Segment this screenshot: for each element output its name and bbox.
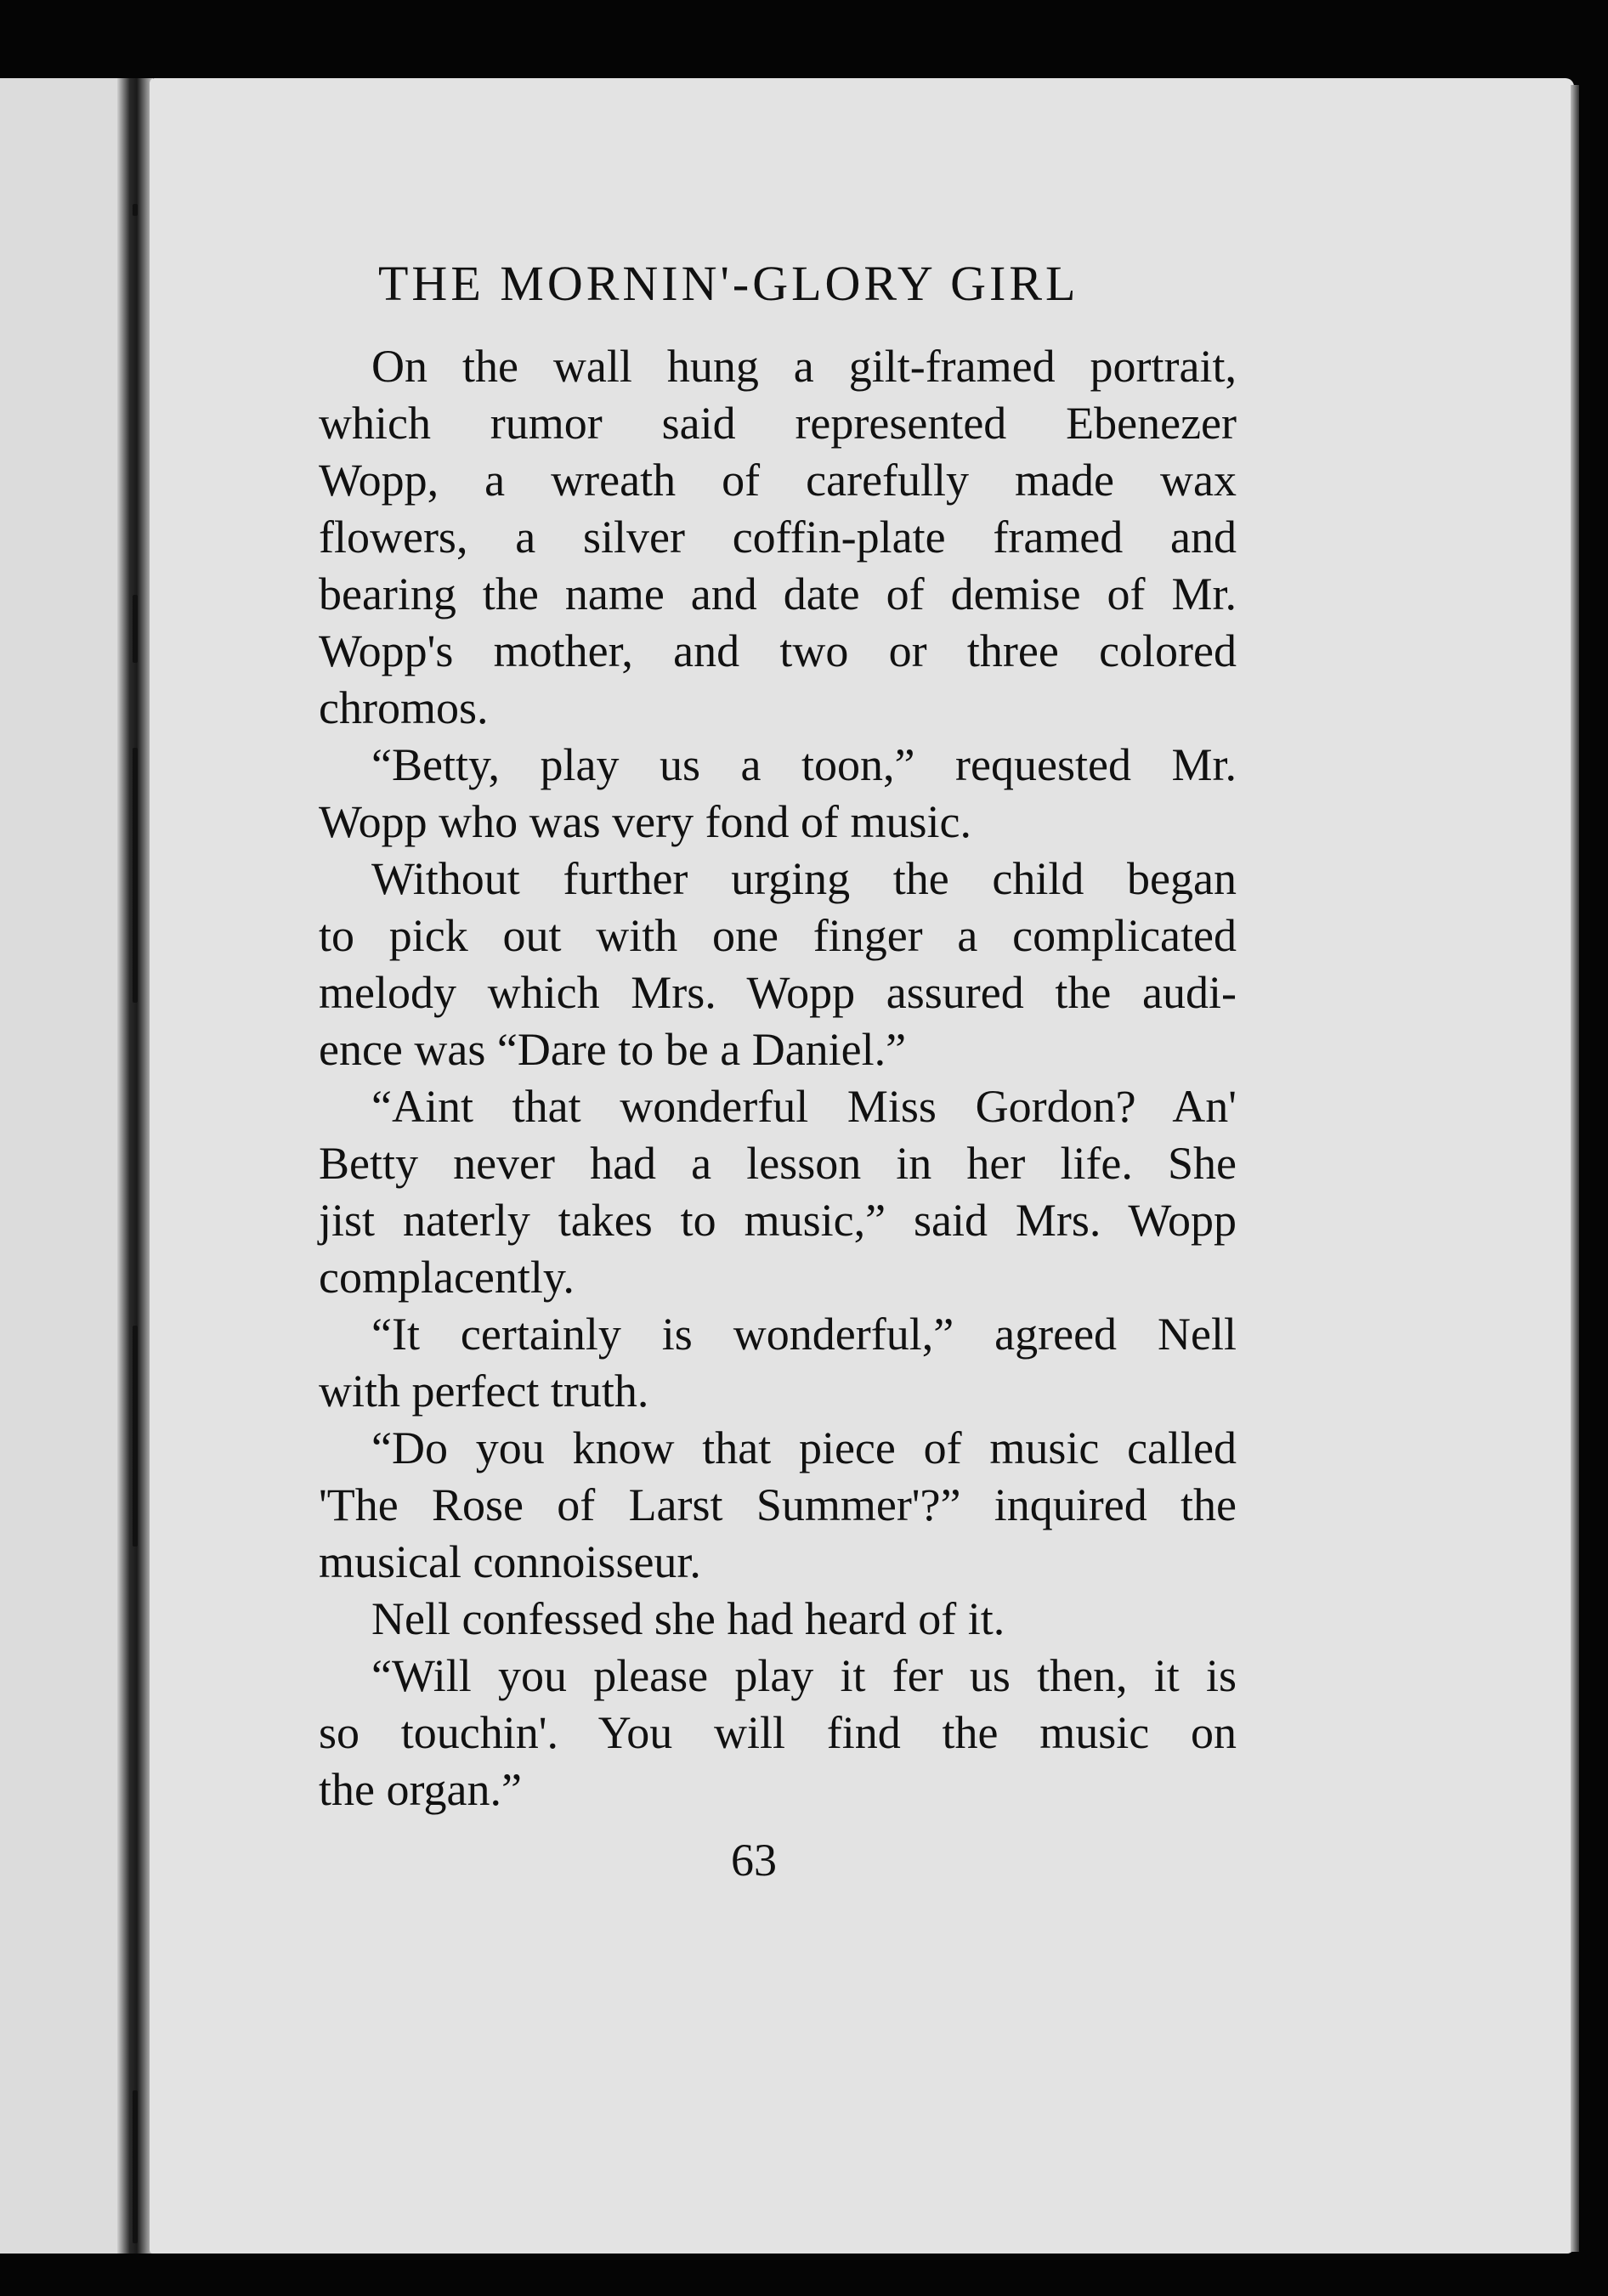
book-gutter — [117, 78, 153, 2254]
text-line: melody which Mrs. Wopp assured the audi- — [319, 967, 1237, 1018]
facing-page-edge — [0, 78, 136, 2254]
text-line: Wopp who was very fond of music. — [319, 796, 972, 847]
gutter-mark — [133, 2090, 138, 2243]
text-line: Wopp, a wreath of carefully made wax — [319, 455, 1237, 506]
text-line: Wopp's mother, and two or three colored — [319, 625, 1237, 676]
text-line: bearing the name and date of demise of Mr. — [319, 568, 1237, 619]
text-line: jist naterly takes to music,” said Mrs. Wopp — [319, 1195, 1237, 1246]
text-line: the organ.” — [319, 1764, 522, 1815]
text-line: “Do you know that piece of music called — [371, 1422, 1237, 1473]
text-line: “Aint that wonderful Miss Gordon? An' — [371, 1081, 1237, 1132]
text-line: “Will you please play it fer us then, it is — [371, 1650, 1237, 1701]
gutter-mark — [133, 204, 138, 216]
text-line: “Betty, play us a toon,” requested Mr. — [371, 739, 1237, 790]
text-line: complacently. — [319, 1252, 575, 1303]
gutter-mark — [133, 595, 138, 663]
text-line: to pick out with one finger a complicated — [319, 910, 1237, 961]
gutter-mark — [133, 748, 138, 1003]
running-head: THE MORNIN'-GLORY GIRL — [378, 256, 1079, 311]
text-line: flowers, a silver coffin-plate framed and — [319, 512, 1237, 563]
text-line: 'The Rose of Larst Summer'?” inquired the — [319, 1479, 1237, 1530]
text-line: so touchin'. You will find the music on — [319, 1707, 1237, 1758]
text-line: On the wall hung a gilt-framed portrait, — [371, 341, 1237, 392]
text-line: ence was “Dare to be a Daniel.” — [319, 1024, 907, 1075]
page-edge-shadow — [1571, 85, 1579, 2252]
gutter-mark — [133, 1326, 138, 1547]
text-line: “It certainly is wonderful,” agreed Nell — [371, 1309, 1237, 1360]
text-line: which rumor said represented Ebenezer — [319, 398, 1237, 449]
text-line: Nell confessed she had heard of it. — [371, 1593, 1005, 1644]
text-line: Without further urging the child began — [371, 853, 1237, 904]
text-line: musical connoisseur. — [319, 1536, 701, 1587]
text-line: chromos. — [319, 682, 489, 733]
text-line: with perfect truth. — [319, 1366, 649, 1417]
text-line: Betty never had a lesson in her life. She — [319, 1138, 1237, 1189]
page-number: 63 — [731, 1835, 777, 1886]
body-text — [319, 338, 1237, 1818]
